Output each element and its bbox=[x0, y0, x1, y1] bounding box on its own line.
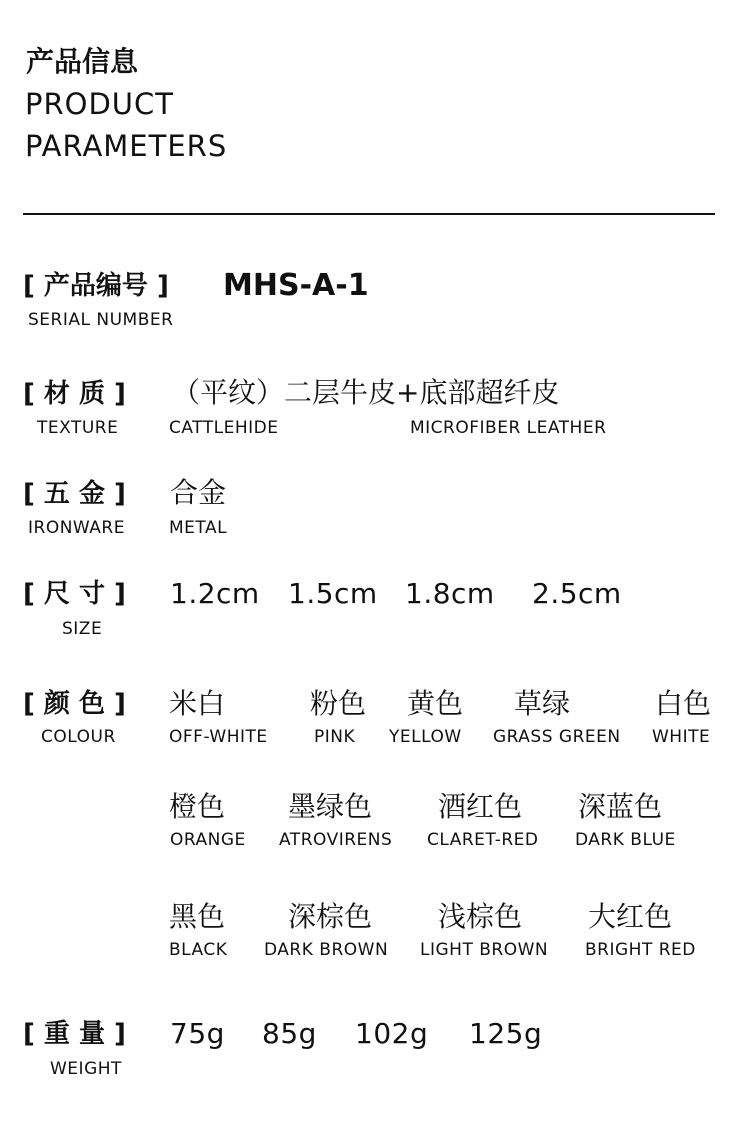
colour-item-en: OFF-WHITE bbox=[169, 727, 268, 747]
ironware-label: [ 五 金 ] bbox=[23, 479, 126, 509]
texture-value-en-2: MICROFIBER LEATHER bbox=[410, 418, 607, 438]
ironware-label-en: IRONWARE bbox=[28, 518, 125, 538]
size-label-en: SIZE bbox=[62, 619, 103, 639]
ironware-value-en: METAL bbox=[169, 518, 228, 538]
colour-label-en: COLOUR bbox=[41, 727, 116, 747]
weight-value: 102g bbox=[355, 1017, 429, 1050]
colour-item-en: WHITE bbox=[652, 727, 711, 747]
colour-item-en: DARK BROWN bbox=[264, 940, 389, 960]
serial-label-en: SERIAL NUMBER bbox=[28, 310, 174, 330]
colour-item-cn: 橙色 bbox=[169, 790, 226, 823]
colour-item-en: LIGHT BROWN bbox=[420, 940, 549, 960]
colour-item-en: PINK bbox=[314, 727, 356, 747]
colour-item-en: BLACK bbox=[169, 940, 228, 960]
colour-item-cn: 深棕色 bbox=[288, 900, 373, 933]
colour-item-en: GRASS GREEN bbox=[493, 727, 621, 747]
colour-item-cn: 粉色 bbox=[310, 687, 367, 720]
colour-item-cn: 浅棕色 bbox=[438, 900, 523, 933]
title-cn: 产品信息 bbox=[26, 45, 139, 78]
size-value: 1.8cm bbox=[405, 577, 495, 610]
weight-value: 85g bbox=[262, 1017, 317, 1050]
size-value: 2.5cm bbox=[532, 577, 622, 610]
colour-item-en: BRIGHT RED bbox=[585, 940, 696, 960]
size-value: 1.5cm bbox=[288, 577, 378, 610]
colour-item-en: ATROVIRENS bbox=[279, 830, 393, 850]
size-label: [ 尺 寸 ] bbox=[23, 579, 126, 609]
colour-item-cn: 酒红色 bbox=[438, 790, 523, 823]
weight-value: 125g bbox=[469, 1017, 543, 1050]
colour-label: [ 颜 色 ] bbox=[23, 689, 126, 719]
colour-item-en: CLARET-RED bbox=[427, 830, 539, 850]
weight-label-en: WEIGHT bbox=[50, 1059, 122, 1079]
colour-item-en: ORANGE bbox=[170, 830, 246, 850]
divider-line bbox=[23, 213, 715, 215]
texture-label-en: TEXTURE bbox=[37, 418, 119, 438]
colour-item-cn: 米白 bbox=[169, 687, 226, 720]
colour-item-cn: 黑色 bbox=[169, 900, 226, 933]
texture-value-cn: （平纹）二层牛皮+底部超纤皮 bbox=[172, 376, 560, 409]
texture-value-en-1: CATTLEHIDE bbox=[169, 418, 279, 438]
colour-item-en: YELLOW bbox=[389, 727, 462, 747]
title-en-line1: PRODUCT bbox=[25, 87, 174, 121]
colour-item-cn: 草绿 bbox=[514, 687, 571, 720]
texture-label: [ 材 质 ] bbox=[23, 379, 126, 409]
ironware-value-cn: 合金 bbox=[170, 476, 227, 509]
colour-item-cn: 黄色 bbox=[407, 687, 464, 720]
colour-item-cn: 大红色 bbox=[588, 900, 673, 933]
colour-item-cn: 深蓝色 bbox=[578, 790, 663, 823]
title-en-line2: PARAMETERS bbox=[25, 129, 228, 163]
colour-item-cn: 白色 bbox=[655, 687, 712, 720]
serial-value: MHS-A-1 bbox=[223, 268, 369, 303]
weight-value: 75g bbox=[170, 1017, 225, 1050]
colour-item-en: DARK BLUE bbox=[575, 830, 676, 850]
weight-label: [ 重 量 ] bbox=[23, 1019, 126, 1049]
serial-label: [ 产品编号 ] bbox=[23, 271, 169, 301]
size-value: 1.2cm bbox=[170, 577, 260, 610]
colour-item-cn: 墨绿色 bbox=[288, 790, 373, 823]
